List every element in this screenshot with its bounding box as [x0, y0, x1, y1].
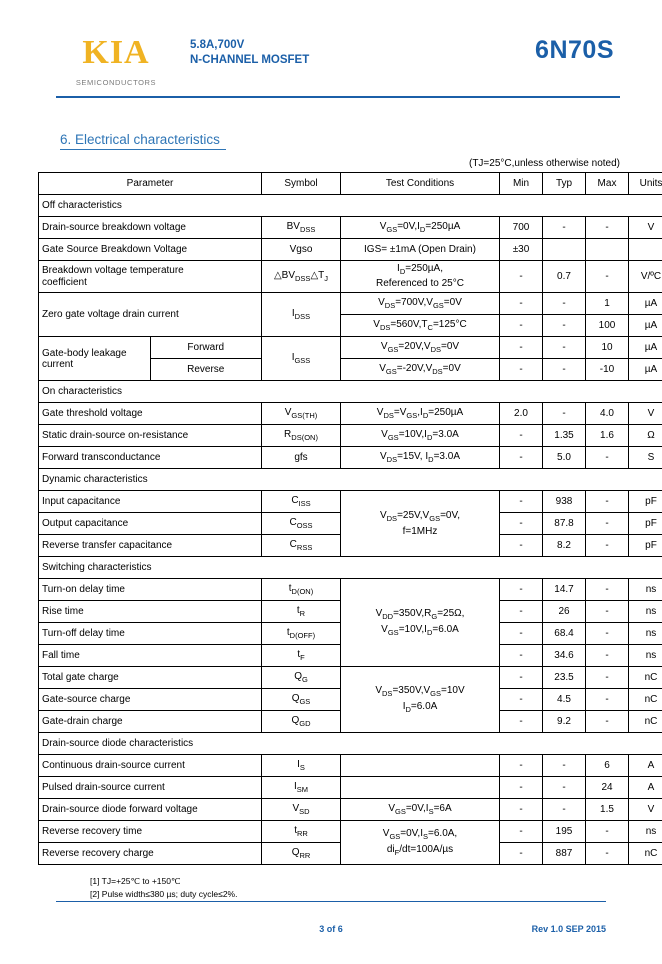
row-conditions: $V_{GS}=0V,I_S=6.0A$, $di_F/dt=100A/\mu s$ [341, 821, 500, 865]
row-min: - [500, 447, 543, 469]
row-parameter: Gate Source Breakdown Voltage [39, 239, 262, 261]
row-typ: 9.2 [543, 711, 586, 733]
row-conditions [341, 755, 500, 777]
row-parameter: Drain-source breakdown voltage [39, 217, 262, 239]
row-symbol: gfs [262, 447, 341, 469]
datasheet-page [0, 28, 662, 964]
row-symbol: $V_{GS(TH)}$ [262, 403, 341, 425]
row-max: - [586, 843, 629, 865]
group-label-on-characteristics: On characteristics [39, 381, 662, 403]
product-rating-line: 5.8A,700V [190, 38, 309, 53]
row-typ: - [543, 403, 586, 425]
row-conditions: $V_{GS}=10V,I_D=3.0A$ [341, 425, 500, 447]
row-min: - [500, 711, 543, 733]
row-conditions: $V_{DS}=350V,V_{GS}=10V$ $I_D=6.0A$ [341, 667, 500, 733]
row-parameter: Continuous drain-source current [39, 755, 262, 777]
row-typ: - [543, 359, 586, 381]
test-condition-note: (TJ=25°C,unless otherwise noted) [38, 158, 620, 169]
row-parameter: Total gate charge [39, 667, 262, 689]
column-header-test-conditions: Test Conditions [341, 173, 500, 195]
row-conditions: $V_{GS}=0V,I_S=6A$ [341, 799, 500, 821]
row-parameter: Reverse recovery time [39, 821, 262, 843]
row-conditions: $V_{DS}=15V$, $I_D=3.0A$ [341, 447, 500, 469]
logo-text: KIA [56, 36, 176, 70]
row-min: - [500, 667, 543, 689]
row-conditions: $V_{GS}=20V,V_{DS}=0V$ [341, 337, 500, 359]
row-min: - [500, 579, 543, 601]
row-conditions: $V_{DS}=560V,T_C=125^\circ C$ [341, 315, 500, 337]
table-row [39, 579, 662, 601]
logo-subtitle: SEMICONDUCTORS [56, 78, 176, 87]
row-max: 1.6 [586, 425, 629, 447]
row-parameter: Input capacitance [39, 491, 262, 513]
product-type-line: N-CHANNEL MOSFET [190, 53, 309, 68]
row-typ: 68.4 [543, 623, 586, 645]
group-label-off-characteristics: Off characteristics [39, 195, 662, 217]
row-max: 4.0 [586, 403, 629, 425]
row-min: - [500, 425, 543, 447]
row-conditions: $V_{GS}=0V,I_D=250\mu A$ [341, 217, 500, 239]
row-parameter: Breakdown voltage temperature coefficient [39, 261, 262, 293]
row-typ: 4.5 [543, 689, 586, 711]
row-units: V/ºC [629, 261, 662, 293]
column-header-max: Max [586, 173, 629, 195]
row-sub-label: Forward [150, 337, 262, 359]
row-units: nC [629, 711, 662, 733]
row-conditions: $I_D=250\mu A$, Referenced to 25°C [341, 261, 500, 293]
section-title-text: Electrical characteristics [75, 132, 220, 147]
row-conditions: $V_{DD}=350V,R_G=25\Omega$, $V_{GS}=10V,I_D=6.0A$ [341, 579, 500, 667]
section-number: 6. [60, 132, 71, 147]
row-min: - [500, 337, 543, 359]
row-units: A [629, 777, 662, 799]
row-min: - [500, 645, 543, 667]
row-units: S [629, 447, 662, 469]
page-title [60, 132, 226, 150]
page-number: 3 of 6 [319, 924, 343, 934]
row-max: 6 [586, 755, 629, 777]
row-parameter: Rise time [39, 601, 262, 623]
row-typ: 887 [543, 843, 586, 865]
row-max [586, 239, 629, 261]
row-min: - [500, 491, 543, 513]
row-units: Ω [629, 425, 662, 447]
row-min: - [500, 535, 543, 557]
row-units: ns [629, 821, 662, 843]
group-label-switching-characteristics: Switching characteristics [39, 557, 662, 579]
row-typ: 14.7 [543, 579, 586, 601]
row-min: - [500, 799, 543, 821]
row-typ: 26 [543, 601, 586, 623]
footnote-2: [2] Pulse width≤380 µs; duty cycle≤2%. [90, 888, 624, 901]
row-units [629, 239, 662, 261]
row-conditions: $V_{DS}=25V,V_{GS}=0V$, f=1MHz [341, 491, 500, 557]
row-max: - [586, 623, 629, 645]
row-min: - [500, 777, 543, 799]
table-row [39, 261, 662, 293]
row-max: 100 [586, 315, 629, 337]
row-units: µA [629, 337, 662, 359]
company-logo [56, 36, 176, 87]
table-row [39, 425, 662, 447]
row-typ [543, 239, 586, 261]
row-units: µA [629, 359, 662, 381]
row-max: - [586, 491, 629, 513]
table-row [39, 821, 662, 843]
row-typ: - [543, 217, 586, 239]
row-typ: - [543, 293, 586, 315]
row-symbol: $C_{OSS}$ [262, 513, 341, 535]
footnote-1: [1] TJ=+25℃ to +150℃ [90, 875, 624, 888]
row-max: - [586, 217, 629, 239]
row-parameter: Reverse recovery charge [39, 843, 262, 865]
row-symbol: $t_F$ [262, 645, 341, 667]
row-typ: 938 [543, 491, 586, 513]
row-symbol: $t_{RR}$ [262, 821, 341, 843]
row-symbol: $Q_{GD}$ [262, 711, 341, 733]
row-max: - [586, 579, 629, 601]
table-row [39, 777, 662, 799]
row-symbol: Vgso [262, 239, 341, 261]
row-typ: 34.6 [543, 645, 586, 667]
row-min: - [500, 359, 543, 381]
row-min: - [500, 843, 543, 865]
row-parameter: Static drain-source on-resistance [39, 425, 262, 447]
footer-divider [56, 901, 606, 902]
row-symbol: $Q_{GS}$ [262, 689, 341, 711]
row-parameter: Zero gate voltage drain current [39, 293, 262, 337]
row-symbol: $Q_{RR}$ [262, 843, 341, 865]
row-typ: - [543, 755, 586, 777]
row-parameter: Fall time [39, 645, 262, 667]
row-max: - [586, 821, 629, 843]
row-units: nC [629, 843, 662, 865]
row-parameter: Turn-on delay time [39, 579, 262, 601]
row-max: 10 [586, 337, 629, 359]
row-units: µA [629, 293, 662, 315]
column-header-symbol: Symbol [262, 173, 341, 195]
row-units: V [629, 403, 662, 425]
row-typ: - [543, 799, 586, 821]
table-row [39, 447, 662, 469]
row-max: - [586, 535, 629, 557]
row-min: - [500, 601, 543, 623]
row-conditions: IGS= ±1mA (Open Drain) [341, 239, 500, 261]
row-symbol: $\triangle BV_{DSS}\triangle T_J$ [262, 261, 341, 293]
row-typ: - [543, 315, 586, 337]
row-min: 700 [500, 217, 543, 239]
row-parameter: Reverse transfer capacitance [39, 535, 262, 557]
row-units: ns [629, 645, 662, 667]
row-symbol: $t_{D(ON)}$ [262, 579, 341, 601]
electrical-characteristics-table [38, 172, 662, 865]
row-typ: 8.2 [543, 535, 586, 557]
row-conditions: $V_{DS}=700V,V_{GS}=0V$ [341, 293, 500, 315]
row-units: pF [629, 491, 662, 513]
row-symbol: $BV_{DSS}$ [262, 217, 341, 239]
column-header-typ: Typ [543, 173, 586, 195]
row-units: ns [629, 601, 662, 623]
table-group-row [39, 195, 662, 217]
table-group-row [39, 469, 662, 491]
column-header-min: Min [500, 173, 543, 195]
group-label-diode-characteristics: Drain-source diode characteristics [39, 733, 662, 755]
row-sub-label: Reverse [150, 359, 262, 381]
row-typ: 1.35 [543, 425, 586, 447]
row-min: - [500, 315, 543, 337]
row-typ: 87.8 [543, 513, 586, 535]
row-units: V [629, 799, 662, 821]
row-min: - [500, 689, 543, 711]
row-conditions [341, 777, 500, 799]
row-max: - [586, 513, 629, 535]
row-parameter: Turn-off delay time [39, 623, 262, 645]
row-max: 1 [586, 293, 629, 315]
row-units: pF [629, 513, 662, 535]
row-symbol: $I_{GSS}$ [262, 337, 341, 381]
table-row [39, 755, 662, 777]
table-group-row [39, 733, 662, 755]
row-symbol: $R_{DS(ON)}$ [262, 425, 341, 447]
row-min: - [500, 821, 543, 843]
row-units: nC [629, 689, 662, 711]
row-min: - [500, 293, 543, 315]
row-symbol: $I_{DSS}$ [262, 293, 341, 337]
row-max: - [586, 689, 629, 711]
row-max: - [586, 447, 629, 469]
header-divider [56, 96, 620, 98]
column-header-units: Units [629, 173, 662, 195]
row-min: - [500, 513, 543, 535]
row-parameter: Pulsed drain-source current [39, 777, 262, 799]
revision-label: Rev 1.0 SEP 2015 [532, 924, 606, 934]
row-max: - [586, 601, 629, 623]
row-parameter: Forward transconductance [39, 447, 262, 469]
row-symbol: $V_{SD}$ [262, 799, 341, 821]
table-group-row [39, 381, 662, 403]
part-number: 6N70S [535, 36, 614, 65]
row-max: 24 [586, 777, 629, 799]
table-row [39, 799, 662, 821]
row-symbol: $t_R$ [262, 601, 341, 623]
row-typ: 23.5 [543, 667, 586, 689]
row-units: A [629, 755, 662, 777]
page-header [38, 28, 624, 98]
column-header-parameter: Parameter [39, 173, 262, 195]
row-symbol: $C_{RSS}$ [262, 535, 341, 557]
row-min: 2.0 [500, 403, 543, 425]
row-max: - [586, 261, 629, 293]
row-symbol: $Q_G$ [262, 667, 341, 689]
row-units: nC [629, 667, 662, 689]
row-typ: 195 [543, 821, 586, 843]
row-symbol: $t_{D(OFF)}$ [262, 623, 341, 645]
row-min: - [500, 755, 543, 777]
table-header-row [39, 173, 662, 195]
row-max: - [586, 645, 629, 667]
row-units: pF [629, 535, 662, 557]
row-symbol: $I_{SM}$ [262, 777, 341, 799]
row-units: ns [629, 579, 662, 601]
group-label-dynamic-characteristics: Dynamic characteristics [39, 469, 662, 491]
row-conditions: $V_{GS}=-20V,V_{DS}=0V$ [341, 359, 500, 381]
row-conditions: $V_{DS}=V_{GS},I_D=250\mu A$ [341, 403, 500, 425]
row-max: -10 [586, 359, 629, 381]
row-max: - [586, 711, 629, 733]
table-row [39, 337, 662, 359]
table-row [39, 667, 662, 689]
table-row [39, 217, 662, 239]
row-typ: 5.0 [543, 447, 586, 469]
row-parameter: Gate-source charge [39, 689, 262, 711]
row-units: ns [629, 623, 662, 645]
row-parameter: Drain-source diode forward voltage [39, 799, 262, 821]
row-symbol: $C_{ISS}$ [262, 491, 341, 513]
row-units: µA [629, 315, 662, 337]
row-max: 1.5 [586, 799, 629, 821]
row-parameter: Gate threshold voltage [39, 403, 262, 425]
row-parameter: Gate-body leakage current [39, 337, 151, 381]
product-description [190, 38, 309, 68]
row-typ: - [543, 777, 586, 799]
table-group-row [39, 557, 662, 579]
row-parameter: Output capacitance [39, 513, 262, 535]
table-row [39, 293, 662, 315]
row-min: - [500, 261, 543, 293]
row-units: V [629, 217, 662, 239]
row-symbol: $I_S$ [262, 755, 341, 777]
row-typ: 0.7 [543, 261, 586, 293]
row-min: - [500, 623, 543, 645]
table-row [39, 491, 662, 513]
footnotes [90, 875, 624, 901]
row-typ: - [543, 337, 586, 359]
row-min: ±30 [500, 239, 543, 261]
table-row [39, 239, 662, 261]
table-row [39, 403, 662, 425]
row-max: - [586, 667, 629, 689]
row-parameter: Gate-drain charge [39, 711, 262, 733]
